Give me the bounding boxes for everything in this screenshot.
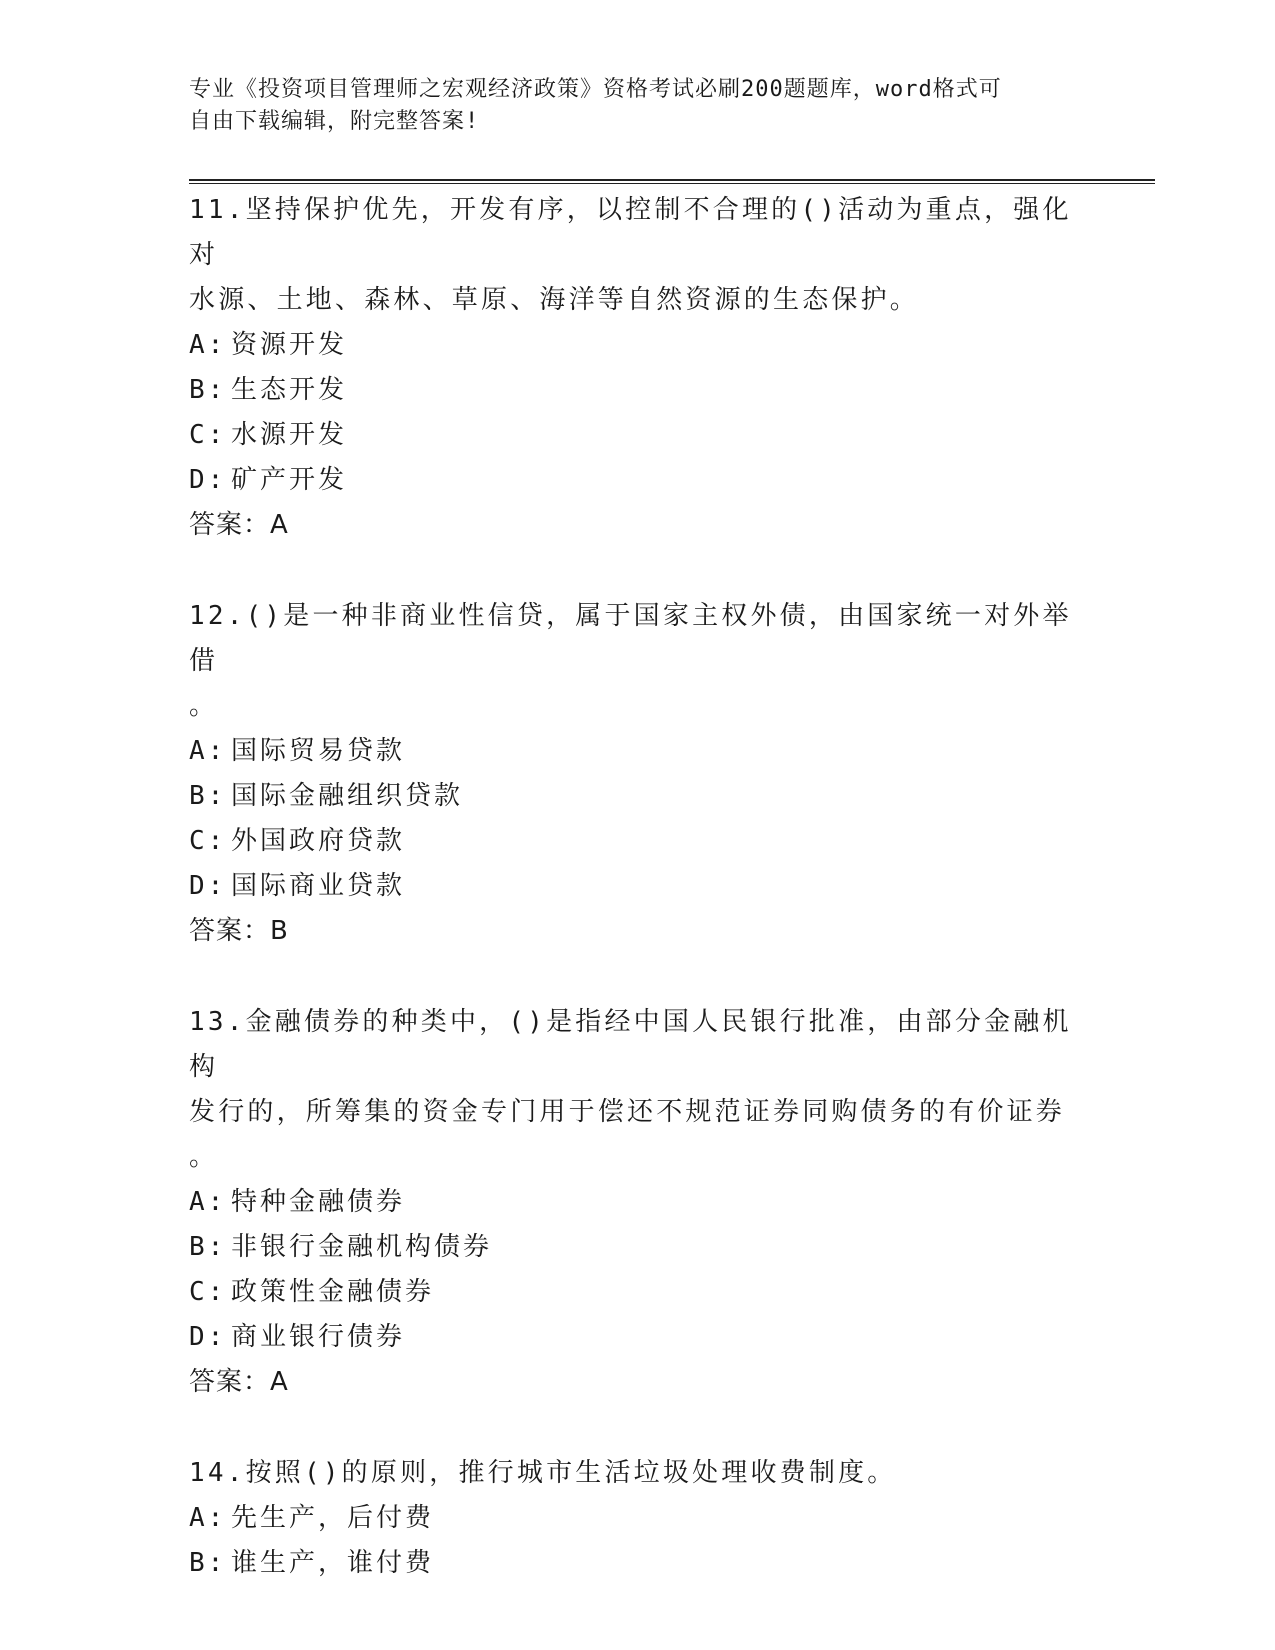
- option-c: [189, 413, 1089, 458]
- option-d: [189, 864, 1089, 909]
- question-stem: [189, 594, 1089, 684]
- answer-line: 答案：A: [189, 510, 289, 540]
- option-a: [189, 1180, 1089, 1225]
- option-key: B:: [189, 1232, 227, 1262]
- question-stem-line-1: 按照()的原则，推行城市生活垃圾处理收费制度。: [245, 1458, 897, 1488]
- option-text: 外国政府贷款: [231, 826, 406, 856]
- header-line-2: 自由下载编辑，附完整答案!: [189, 109, 480, 134]
- option-b: [189, 368, 1089, 413]
- option-text: 国际贸易贷款: [231, 736, 406, 766]
- question-13: [189, 1000, 1089, 1405]
- option-text: 谁生产，谁付费: [231, 1548, 435, 1578]
- question-stem: [189, 1000, 1089, 1090]
- option-key: A:: [189, 330, 227, 360]
- option-key: D:: [189, 465, 227, 495]
- option-text: 特种金融债券: [231, 1187, 406, 1217]
- question-11: [189, 188, 1089, 548]
- option-key: A:: [189, 1503, 227, 1533]
- option-c: [189, 1270, 1089, 1315]
- option-key: B:: [189, 1548, 227, 1578]
- question-stem-line-3: 。: [189, 1142, 219, 1172]
- option-text: 商业银行债券: [231, 1322, 406, 1352]
- option-key: C:: [189, 1277, 227, 1307]
- option-key: C:: [189, 826, 227, 856]
- option-key: A:: [189, 1187, 227, 1217]
- header-line-1: 专业《投资项目管理师之宏观经济政策》资格考试必刷200题题库，word格式可: [189, 77, 1002, 102]
- question-stem: [189, 1451, 1089, 1496]
- option-key: C:: [189, 420, 227, 450]
- question-stem-line-2: 水源、土地、森林、草原、海洋等自然资源的生态保护。: [189, 285, 920, 315]
- option-key: D:: [189, 1322, 227, 1352]
- question-number: 14.: [189, 1458, 246, 1488]
- option-text: 水源开发: [231, 420, 348, 450]
- question-number: 13.: [189, 1007, 246, 1037]
- option-text: 先生产，后付费: [231, 1503, 435, 1533]
- question-stem-line-1: 金融债券的种类中，()是指经中国人民银行批准，由部分金融机构: [189, 1007, 1072, 1082]
- option-text: 国际商业贷款: [231, 871, 406, 901]
- option-text: 资源开发: [231, 330, 348, 360]
- header-divider-thin: [189, 183, 1155, 184]
- option-b: [189, 774, 1089, 819]
- question-stem-line-2: 发行的，所筹集的资金专门用于偿还不规范证券同购债务的有价证券: [189, 1097, 1066, 1127]
- question-stem-line-1: 坚持保护优先，开发有序，以控制不合理的()活动为重点，强化对: [189, 195, 1072, 270]
- option-d: [189, 458, 1089, 503]
- option-key: D:: [189, 871, 227, 901]
- option-c: [189, 819, 1089, 864]
- option-text: 生态开发: [231, 375, 348, 405]
- option-a: [189, 323, 1089, 368]
- question-12: [189, 594, 1089, 954]
- question-stem-line-1: ()是一种非商业性信贷，属于国家主权外债，由国家统一对外举借: [189, 601, 1072, 676]
- option-text: 矿产开发: [231, 465, 348, 495]
- question-number: 11.: [189, 195, 246, 225]
- document-header: [189, 74, 1069, 138]
- option-a: [189, 1496, 1089, 1541]
- header-divider-thick: [189, 179, 1155, 181]
- question-list: [189, 188, 1089, 1632]
- option-key: A:: [189, 736, 227, 766]
- option-text: 国际金融组织贷款: [231, 781, 464, 811]
- answer-line: 答案：B: [189, 916, 289, 946]
- option-b: [189, 1225, 1089, 1270]
- question-14: [189, 1451, 1089, 1586]
- question-stem-line-2: 。: [189, 691, 219, 721]
- answer-line: 答案：A: [189, 1367, 289, 1397]
- option-key: B:: [189, 781, 227, 811]
- option-key: B:: [189, 375, 227, 405]
- option-a: [189, 729, 1089, 774]
- option-d: [189, 1315, 1089, 1360]
- option-text: 非银行金融机构债券: [231, 1232, 493, 1262]
- option-b: [189, 1541, 1089, 1586]
- question-stem: [189, 188, 1089, 278]
- question-number: 12.: [189, 601, 246, 631]
- option-text: 政策性金融债券: [231, 1277, 435, 1307]
